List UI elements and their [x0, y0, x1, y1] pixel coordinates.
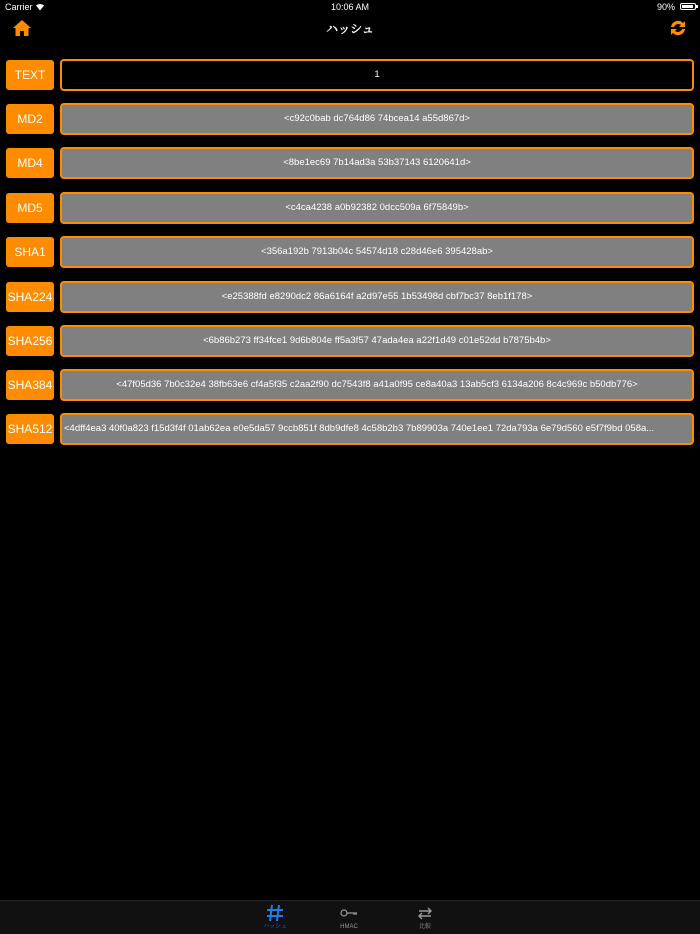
sha256-value-field[interactable]: <6b86b273 ff34fce1 9d6b804e ff5a3f57 47ada4ea a22f1d49 c01e52dd b7875b4b> [60, 325, 694, 357]
hash-row-sha512 [6, 413, 694, 445]
tab-hash[interactable] [250, 903, 300, 933]
text-label-button[interactable]: TEXT [6, 60, 54, 90]
battery-icon [680, 3, 696, 10]
tab-hmac-label: HMAC [340, 924, 358, 930]
md2-label-button[interactable]: MD2 [6, 104, 54, 134]
sha224-value-field[interactable]: <e25388fd e8290dc2 86a6164f a2d97e55 1b53498d cbf7bc37 8eb1f178> [60, 281, 694, 313]
md2-value-field[interactable]: <c92c0bab dc764d86 74bcea14 a55d867d> [60, 103, 694, 135]
hash-icon [265, 903, 285, 923]
hash-row-text [6, 59, 694, 91]
carrier-label: Carrier [5, 2, 33, 12]
navigation-bar [0, 14, 700, 44]
refresh-icon[interactable] [668, 18, 688, 38]
hash-row-sha384 [6, 369, 694, 401]
compare-arrows-icon [415, 903, 435, 923]
page-title: ハッシュ [326, 22, 374, 36]
battery-percentage: 90% [656, 2, 675, 12]
md4-value-field[interactable]: <8be1ec69 7b14ad3a 53b37143 6120641d> [60, 147, 694, 179]
sha512-value-field[interactable]: <4dff4ea3 40f0a823 f15d3f4f 01ab62ea e0e5da57 9ccb851f 8db9dfe8 4c58b2b3 7b89903a 740e1ee1 72da793a 6e79d560 e5f7f9bd 058a... [60, 413, 694, 445]
text-input[interactable]: 1 [60, 59, 694, 91]
sha224-label-button[interactable]: SHA224 [6, 282, 54, 312]
sha512-label-button[interactable]: SHA512 [6, 414, 54, 444]
md4-label-button[interactable]: MD4 [6, 148, 54, 178]
tab-hash-label: ハッシュ [263, 924, 287, 930]
hash-row-md5 [6, 192, 694, 224]
hash-row-sha224 [6, 281, 694, 313]
hash-row-sha1 [6, 236, 694, 268]
status-time: 10:06 AM [330, 2, 370, 12]
md5-label-button[interactable]: MD5 [6, 193, 54, 223]
sha1-label-button[interactable]: SHA1 [6, 237, 54, 267]
tab-compare[interactable] [400, 903, 450, 933]
tab-bar [0, 900, 700, 934]
md5-value-field[interactable]: <c4ca4238 a0b92382 0dcc509a 6f75849b> [60, 192, 694, 224]
sha256-label-button[interactable]: SHA256 [6, 326, 54, 356]
hash-row-sha256 [6, 325, 694, 357]
tab-compare-label: 比較 [418, 924, 431, 930]
hash-row-md2 [6, 103, 694, 135]
sha384-value-field[interactable]: <47f05d36 7b0c32e4 38fb63e6 cf4a5f35 c2aa2f90 dc7543f8 a41a0f95 ce8a40a3 13ab5cf3 6134a206 8c4c969c b50db776> [60, 369, 694, 401]
key-icon [339, 903, 359, 923]
sha1-value-field[interactable]: <356a192b 7913b04c 54574d18 c28d46e6 395428ab> [60, 236, 694, 268]
status-bar [0, 0, 700, 14]
sha384-label-button[interactable]: SHA384 [6, 370, 54, 400]
hash-row-md4 [6, 147, 694, 179]
tab-hmac[interactable] [324, 903, 374, 933]
